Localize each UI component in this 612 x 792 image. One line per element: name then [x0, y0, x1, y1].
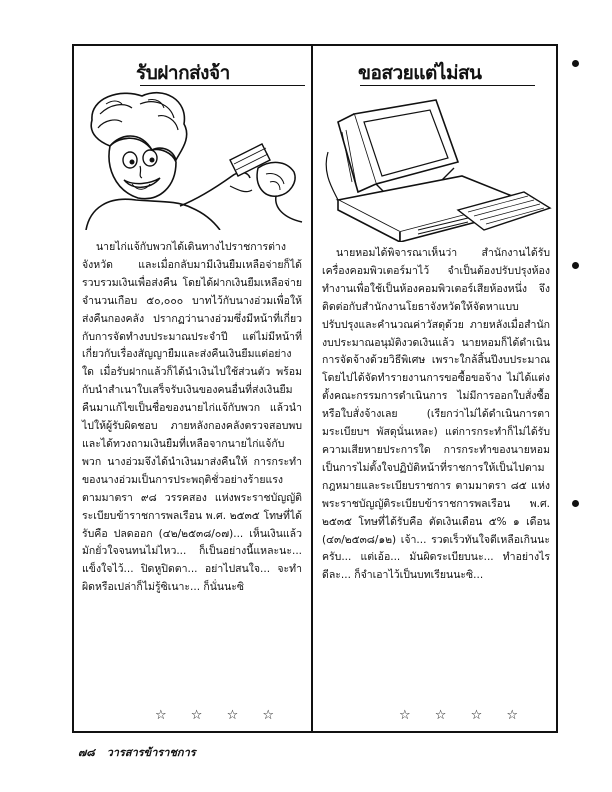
left-cartoon-illustration — [80, 90, 305, 230]
column-divider — [311, 44, 313, 733]
page-number: ๗๘ — [78, 746, 95, 759]
left-title-rule — [140, 85, 305, 86]
left-column-body — [82, 239, 302, 597]
right-column-body — [322, 245, 550, 585]
right-title-rule — [360, 85, 535, 86]
left-column-title: รับฝากส่งจ้า — [136, 63, 230, 84]
publication-name: วารสารข้าราชการ — [106, 746, 196, 759]
page-footer — [78, 743, 196, 761]
right-end-stars: ☆ ☆ ☆ ☆ — [399, 708, 529, 723]
right-body-text: นายหอมได้พิจารณาเห็นว่า สำนักงานได้รับเครื่องคอมพิวเตอร์มาไว้ จำเป็นต้องปรับปรุงห้องทำงานเพื่อใช้เป็นห้องคอมพิวเตอร์เสียห้องหนึ่ง จึงติดต่อกับสำนักงานโยธาจังหวัดให้จัดหาแบบปรับปรุงและคำนวณค่าวัสดุด้วย ภายหลังเมื่อสำนักงบประมาณอนุมัติงวดเงินแล้ว นายหอมก็ได้ดำเนินการจัดจ้างด้วยวิธีพิเศษ เพราะใกล้สิ้นปีงบประมาณ โดยไปได้จัดทำรายงานการขอซื้อขอจ้าง ไม่ได้แต่งตั้งคณะกรรมการดำเนินการ ไม่มีการออกใบสั่งซื้อหรือใบสั่งจ้างเลย (เรียกว่าไม่ได้ดำเนินการตามระเบียบฯ พัสดุนั่นเหละ) แต่การกระทำก็ไม่ได้รับความเสียหายประการใด การกระทำของนายหอมเป็นการไม่ตั้งใจปฏิบัติหน้าที่ราชการให้เป็นไปตามกฎหมายและระเบียบราชการ ตามมาตรา ๘๕ แห่งพระราชบัญญัติระเบียบข้าราชการพลเรือน พ.ศ. ๒๕๓๕ โทษที่ได้รับคือ ตัดเงินเดือน ๕% ๑ เดือน (๔๓/๒๕๓๘/๑๒) เจ้า... รวดเร็วทันใจดีเหลือเกินนะครับ... แต่เอ้อ... มันผิดระเบียบนะ... ทำอย่างไรดีละ... ก็จำเอาไว้เป็นบทเรียนนะซิ... — [322, 247, 550, 582]
left-body-text: นายไก่แจ้กับพวกได้เดินทางไปราชการต่างจังหวัด และเมื่อกลับมามีเงินยืมเหลือจ่ายก็ได้รวบรวมเงินเพื่อส่งคืน โดยได้ฝากเงินยืมเหลือจ่ายจำนวนเกือบ ๕๐,๐๐๐ บาทไว้กับนางอ่วมเพื่อให้ส่งคืนกองคลัง ปรากฏว่านางอ่วมซึ่งมีหน้าที่เกี่ยวกับการจัดทำงบประมาณประจำปี แต่ไม่มีหน้าที่เกี่ยวกับเรื่องสัญญายืมและส่งคืนเงินยืมแต่อย่างใด เมื่อรับฝากแล้วก็ได้นำเงินไปใช้ส่วนตัว พร้อมกับนำสำเนาใบเสร็จรับเงินของคนอื่นที่ส่งเงินยืมคืนมาแก้ไขเป็นชื่อของนายไก่แจ้กับพวก แล้วนำไปให้ผู้รับผิดชอบ ภายหลังกองคลังตรวจสอบพบและได้ทวงถามเงินยืมที่เหลือจากนายไก่แจ้กับพวก นางอ่วมจึงได้นำเงินมาส่งคืนให้ การกระทำของนางอ่วมเป็นการประพฤติชั่วอย่างร้ายแรง ตามมาตรา ๙๘ วรรคสอง แห่งพระราชบัญญัติระเบียบข้าราชการพลเรือน พ.ศ. ๒๕๓๕ โทษที่ได้รับคือ ปลดออก (๔๒/๒๕๓๘/๐๗)... เห็นเงินแล้วมักยั่วใจจนทนไม่ไหว... ก็เป็นอย่างนี้แหละนะ... แข็งใจไว้... ปิดหูปิดตา... อย่าไปสนใจ... จะทำผิดหรือเปล่าก็ไม่รู้ซิเนาะ... ก็นั่นนะซิ — [82, 241, 302, 594]
binding-hole-icon — [572, 500, 579, 507]
left-end-stars: ☆ ☆ ☆ ☆ — [155, 708, 285, 723]
computer-illustration — [318, 92, 554, 242]
binding-hole-icon — [572, 60, 579, 67]
binding-hole-icon — [572, 262, 579, 269]
right-column-title: ขอสวยแต่ไม่สน — [358, 63, 482, 84]
